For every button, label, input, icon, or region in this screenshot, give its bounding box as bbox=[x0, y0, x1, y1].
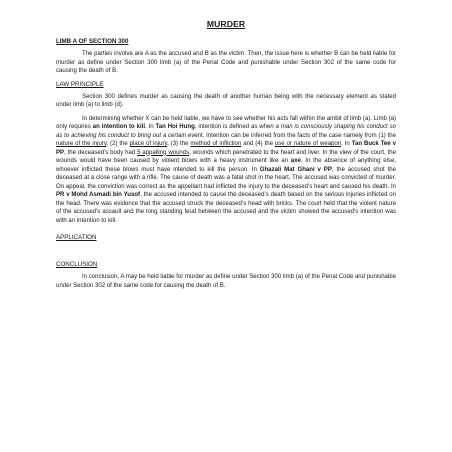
application-heading: APPLICATION bbox=[56, 234, 97, 241]
text-run: , the accused shot the deceased at a close range with a rifle. The cause of death was a fatal shot in the heart. The accused was convicted of murder. On appeal, the conviction was correct as the appellant had inflicted the injury to the deceased’s heart and caused his death. In bbox=[56, 166, 396, 190]
case-name: Ghazali Mat Ghani v PP bbox=[259, 166, 332, 173]
case-name: Tan Hoi Hung bbox=[155, 124, 195, 130]
text-run: , intention is defined as bbox=[194, 124, 260, 130]
text-run: , (3) the bbox=[167, 141, 191, 147]
law-principle-paragraph: Section 300 defines murder as causing the death of another human being with the necessary element as stated under limb (a) to limb (d). bbox=[56, 93, 396, 108]
text-run: . In bbox=[341, 141, 352, 147]
law-principle-heading: LAW PRINCIPLE bbox=[56, 80, 104, 88]
case-name: Tan Buck Tee v PP bbox=[56, 141, 396, 156]
text-run: , (2) the bbox=[106, 141, 130, 147]
limb-a-analysis-paragraph bbox=[56, 115, 396, 226]
section-heading: LIMB A OF SECTION 300 bbox=[56, 38, 129, 45]
bold-run: axe bbox=[290, 158, 301, 164]
text-run: , wounds which penetrated to the heart and liver. In the view of the court, the wounds would have been caused by violent blows with a heavy instrument like an bbox=[56, 149, 397, 164]
text-run: and (4) the bbox=[241, 141, 275, 147]
bold-run: an intention to kill bbox=[92, 124, 146, 130]
text-run: In determining whether X can be held liable, we have to see whether his acts fall within the ambit of limb (a). Limb (a) only requires bbox=[56, 115, 396, 130]
document-title: MURDER bbox=[206, 19, 246, 29]
text-run: . In the absence of anything else, whoever inflicted these blows must have intended to kill the person. In bbox=[56, 158, 397, 173]
spacer bbox=[56, 246, 396, 261]
underlined-run: nature of the injury bbox=[56, 141, 107, 147]
underlined-run: use or nature of weapon bbox=[274, 141, 342, 147]
text-run: , the accused intended to cause the deceased’s death based on the serious injuries inflicted on the head. There was evidence that the accused struck the deceased’s head with bricks. The court held that the violent nature of the accused’s assault and the long standing feud between the accused and the victim showed the accused’s intention was with an intention to kill. bbox=[56, 192, 396, 224]
underlined-run: 5 appalling wounds bbox=[137, 149, 190, 156]
text-run: . Intention can be inferred from the facts of the case namely from (1) the bbox=[202, 132, 396, 139]
underlined-run: place of injury bbox=[129, 141, 168, 147]
conclusion-paragraph: In conclusion, A may be held liable for murder as define under Section 300 limb (a) of the Penal Code and punishable under Section 302 of the same code for causing the death of B. bbox=[56, 274, 396, 289]
italic-run: when a man is consciously shaping his conduct so as to achieving his conduct to bring out a certain event bbox=[56, 124, 396, 139]
text-run: , the deceased’s body had bbox=[64, 149, 138, 156]
intro-paragraph: The parties involve are A as the accused and B as the victim. Then, the issue here is whether B can be held liable for murder as define under Section 300 limb (a) of the Penal Code and punishable under Section 302 of the same code for causing the death of B. bbox=[56, 51, 396, 74]
underlined-run: method of infliction bbox=[190, 141, 242, 147]
case-name: PR v Mohd Asmadi bin Yusof bbox=[56, 192, 141, 198]
text-run: . In bbox=[145, 124, 156, 130]
conclusion-heading: CONCLUSION bbox=[56, 261, 98, 268]
